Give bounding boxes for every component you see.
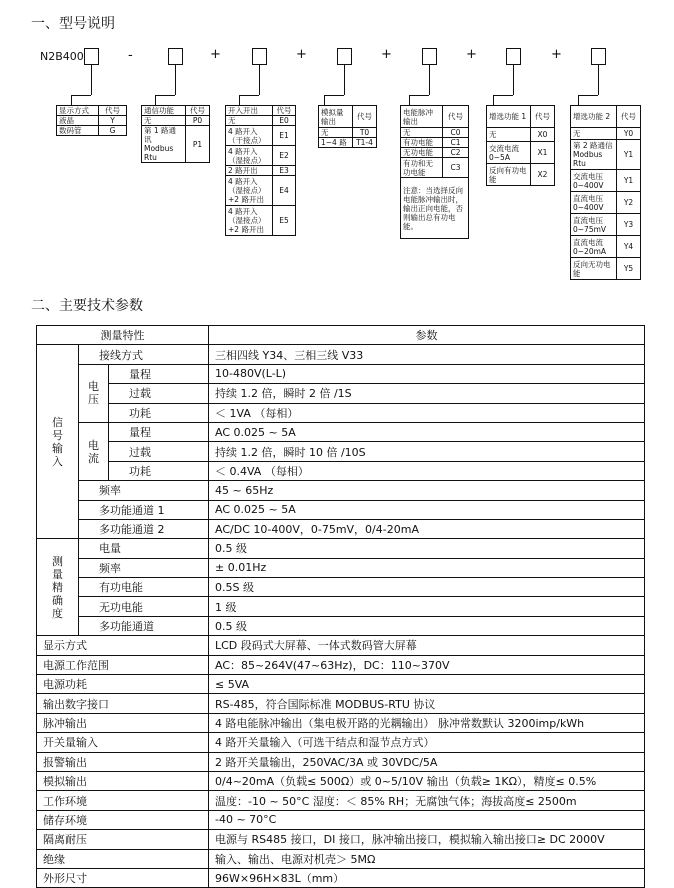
- option-label: 第 2 路通信 Modbus Rtu: [571, 140, 617, 170]
- option-label: 反向有功电能: [487, 164, 531, 186]
- option-code: X1: [531, 142, 555, 164]
- option-header: 代号: [531, 106, 555, 128]
- option-code: Y1: [617, 140, 641, 170]
- spec-value: 0.5 级: [209, 539, 645, 558]
- spec-label: 外形尺寸: [37, 868, 209, 887]
- option-header: 增选功能 2: [571, 106, 617, 128]
- code-box-analog: [337, 48, 352, 65]
- spec-value: 96W×96H×83L（mm）: [209, 868, 645, 887]
- option-label: 4 路开入（湿接点）+2 路开出: [226, 206, 273, 236]
- option-header: 开入开出: [226, 106, 273, 116]
- spec-label: 量程: [109, 422, 209, 441]
- option-code: E3: [273, 166, 296, 176]
- option-code: C1: [443, 138, 469, 148]
- connector-line: [175, 65, 176, 95]
- separator: +: [381, 47, 392, 62]
- spec-value: AC/DC 10-400V，0-75mV，0/4-20mA: [209, 519, 645, 538]
- connector-line: [493, 95, 494, 105]
- spec-value: 2 路开关量输出，250VAC/3A 或 30VDC/5A: [209, 752, 645, 771]
- option-header: 代号: [617, 106, 641, 128]
- section2-title: 二、主要技术参数: [31, 298, 143, 314]
- connector-line: [71, 95, 72, 105]
- spec-label: 输出数字接口: [37, 694, 209, 713]
- connector-line: [409, 95, 410, 105]
- spec-value: 电源与 RS485 接口，DI 接口，脉冲输出接口，模拟输入输出接口≥ DC 2000V: [209, 830, 645, 849]
- spec-label: 电源工作范围: [37, 655, 209, 674]
- connector-line: [259, 65, 260, 95]
- code-box-comm: [168, 48, 183, 65]
- code-box-extra1: [506, 48, 521, 65]
- spec-value: 4 路开关量输入（可选干结点和湿节点方式）: [209, 733, 645, 752]
- spec-label: 接线方式: [79, 345, 209, 364]
- code-box-pulse: [422, 48, 437, 65]
- connector-line: [429, 65, 430, 95]
- spec-value: 1 级: [209, 597, 645, 616]
- option-code: P1: [186, 126, 210, 163]
- option-label: 无功电能: [401, 148, 443, 158]
- option-label: 4 路开入（湿接点）: [226, 146, 273, 166]
- option-label: 1~4 路: [319, 138, 353, 148]
- option-table-io: [225, 105, 296, 236]
- option-header: 代号: [186, 106, 210, 116]
- option-label: 有功电能: [401, 138, 443, 148]
- option-code: T0: [353, 128, 377, 138]
- option-code: T1-4: [353, 138, 377, 148]
- spec-value: AC 0.025 ~ 5A: [209, 422, 645, 441]
- spec-label: 多功能通道 1: [79, 500, 209, 519]
- separator: -: [128, 48, 133, 63]
- spec-label: 脉冲输出: [37, 713, 209, 732]
- connector-line: [578, 95, 579, 105]
- code-box-display: [84, 48, 99, 65]
- option-label: 无: [487, 128, 531, 142]
- spec-label: 过载: [109, 442, 209, 461]
- spec-value: 45 ~ 65Hz: [209, 481, 645, 500]
- option-table-display: [56, 105, 127, 136]
- option-code: Y5: [617, 258, 641, 280]
- option-label: 第 1 路通讯 Modbus Rtu: [142, 126, 186, 163]
- connector-line: [71, 95, 91, 96]
- spec-value: 10-480V(L-L): [209, 364, 645, 383]
- option-header: 通信功能: [142, 106, 186, 116]
- spec-label: 过载: [109, 384, 209, 403]
- spec-value: AC 0.025 ~ 5A: [209, 500, 645, 519]
- spec-label: 多功能通道: [79, 616, 209, 635]
- option-code: Y0: [617, 128, 641, 140]
- code-box-extra2: [591, 48, 606, 65]
- group-label-accuracy: 测量精确度: [37, 539, 79, 636]
- spec-table: [36, 325, 645, 888]
- model-prefix: N2B400: [40, 50, 84, 63]
- option-header: 代号: [353, 106, 377, 128]
- option-code: C3: [443, 158, 469, 178]
- spec-label: 工作环境: [37, 791, 209, 810]
- option-code: E1: [273, 126, 296, 146]
- separator: +: [210, 47, 221, 62]
- option-label: 直流电流 0~20mA: [571, 236, 617, 258]
- option-code: Y: [99, 116, 127, 126]
- spec-label: 功耗: [109, 403, 209, 422]
- option-label: 无: [142, 116, 186, 126]
- spec-value: LCD 段码式大屏幕、一体式数码管大屏幕: [209, 636, 645, 655]
- option-code: Y1: [617, 170, 641, 192]
- spec-label: 储存环境: [37, 810, 209, 829]
- option-label: 数码管: [57, 126, 99, 136]
- spec-value: ＜ 0.4VA （每相）: [209, 461, 645, 480]
- spec-label: 绝缘: [37, 849, 209, 868]
- option-label: 反向无功电能: [571, 258, 617, 280]
- connector-line: [598, 65, 599, 95]
- connector-line: [324, 95, 344, 96]
- option-header: 代号: [99, 106, 127, 116]
- connector-line: [155, 95, 175, 96]
- option-label: 直流电压 0~400V: [571, 192, 617, 214]
- option-header: 电能脉冲输出: [401, 106, 443, 128]
- connector-line: [578, 95, 598, 96]
- option-code: E2: [273, 146, 296, 166]
- option-note: 注意：当选择反向电能脉冲输出时，输出正向电能，否则输出总有功电能。: [401, 178, 469, 239]
- spec-value: 持续 1.2 倍，瞬时 2 倍 /1S: [209, 384, 645, 403]
- spec-value: AC：85~264V(47~63Hz)，DC：110~370V: [209, 655, 645, 674]
- spec-value: 0/4~20mA（负载≤ 500Ω）或 0~5/10V 输出（负载≥ 1KΩ），精度≤ 0.5%: [209, 771, 645, 790]
- option-code: X2: [531, 164, 555, 186]
- spec-value: 0.5 级: [209, 616, 645, 635]
- spec-label: 有功电能: [79, 578, 209, 597]
- separator: +: [296, 47, 307, 62]
- spec-value: 持续 1.2 倍，瞬时 10 倍 /10S: [209, 442, 645, 461]
- option-label: 2 路开出: [226, 166, 273, 176]
- option-header: 模拟量输出: [319, 106, 353, 128]
- option-header: 代号: [273, 106, 296, 116]
- option-label: 无: [401, 128, 443, 138]
- group-label-voltage: 电压: [79, 364, 109, 422]
- spec-label: 量程: [109, 364, 209, 383]
- spec-value: -40 ~ 70°C: [209, 810, 645, 829]
- spec-value: RS-485，符合国际标准 MODBUS-RTU 协议: [209, 694, 645, 713]
- option-code: Y4: [617, 236, 641, 258]
- option-code: X0: [531, 128, 555, 142]
- section1-title: 一、型号说明: [31, 16, 115, 32]
- separator: +: [466, 47, 477, 62]
- spec-label: 无功电能: [79, 597, 209, 616]
- option-table-extra2: [570, 105, 641, 280]
- spec-value: 温度：-10 ~ 50°C 湿度：＜ 85% RH；无腐蚀气体；海拔高度≤ 2500m: [209, 791, 645, 810]
- spec-label: 模拟输出: [37, 771, 209, 790]
- option-table-extra1: [486, 105, 555, 186]
- spec-label: 电源功耗: [37, 675, 209, 694]
- spec-label: 频率: [79, 558, 209, 577]
- connector-line: [155, 95, 156, 105]
- connector-line: [344, 65, 345, 95]
- option-label: 直流电压 0~75mV: [571, 214, 617, 236]
- spec-label: 多功能通道 2: [79, 519, 209, 538]
- spec-label: 显示方式: [37, 636, 209, 655]
- code-box-io: [252, 48, 267, 65]
- option-label: 液晶: [57, 116, 99, 126]
- spec-value: ＜ 1VA （每相）: [209, 403, 645, 422]
- option-label: 无: [226, 116, 273, 126]
- option-label: 无: [319, 128, 353, 138]
- spec-value: 输入、输出、电源对机壳＞ 5MΩ: [209, 849, 645, 868]
- option-label: 4 路开入（湿接点）+2 路开出: [226, 176, 273, 206]
- option-code: Y2: [617, 192, 641, 214]
- group-label-current: 电流: [79, 422, 109, 480]
- connector-line: [493, 95, 513, 96]
- spec-label: 报警输出: [37, 752, 209, 771]
- option-label: 交流电压 0~400V: [571, 170, 617, 192]
- option-code: C2: [443, 148, 469, 158]
- spec-value: ≤ 5VA: [209, 675, 645, 694]
- option-label: 有功和无功电能: [401, 158, 443, 178]
- spec-label: 电量: [79, 539, 209, 558]
- option-header: 显示方式: [57, 106, 99, 116]
- option-code: C0: [443, 128, 469, 138]
- option-code: Y3: [617, 214, 641, 236]
- spec-value: 0.5S 级: [209, 578, 645, 597]
- connector-line: [324, 95, 325, 105]
- spec-header: 测量特性: [37, 326, 209, 345]
- option-label: 无: [571, 128, 617, 140]
- group-label-signal-input: 信号输入: [37, 345, 79, 539]
- connector-line: [409, 95, 429, 96]
- option-code: G: [99, 126, 127, 136]
- option-code: P0: [186, 116, 210, 126]
- spec-header: 参数: [209, 326, 645, 345]
- spec-value: ± 0.01Hz: [209, 558, 645, 577]
- connector-line: [513, 65, 514, 95]
- option-table-analog: [318, 105, 377, 148]
- option-code: E4: [273, 176, 296, 206]
- separator: +: [551, 47, 562, 62]
- spec-label: 功耗: [109, 461, 209, 480]
- option-header: 增选功能 1: [487, 106, 531, 128]
- spec-label: 开关量输入: [37, 733, 209, 752]
- spec-label: 隔离耐压: [37, 830, 209, 849]
- connector-line: [239, 95, 259, 96]
- option-code: E5: [273, 206, 296, 236]
- option-label: 交流电流 0~5A: [487, 142, 531, 164]
- spec-value: 三相四线 Y34、三相三线 V33: [209, 345, 645, 364]
- connector-line: [239, 95, 240, 105]
- connector-line: [91, 65, 92, 95]
- option-table-comm: [141, 105, 210, 163]
- option-table-pulse: [400, 105, 469, 239]
- spec-value: 4 路电能脉冲输出（集电极开路的光耦输出） 脉冲常数默认 3200imp/kWh: [209, 713, 645, 732]
- option-header: 代号: [443, 106, 469, 128]
- spec-label: 频率: [79, 481, 209, 500]
- option-label: 4 路开入（干接点）: [226, 126, 273, 146]
- option-code: E0: [273, 116, 296, 126]
